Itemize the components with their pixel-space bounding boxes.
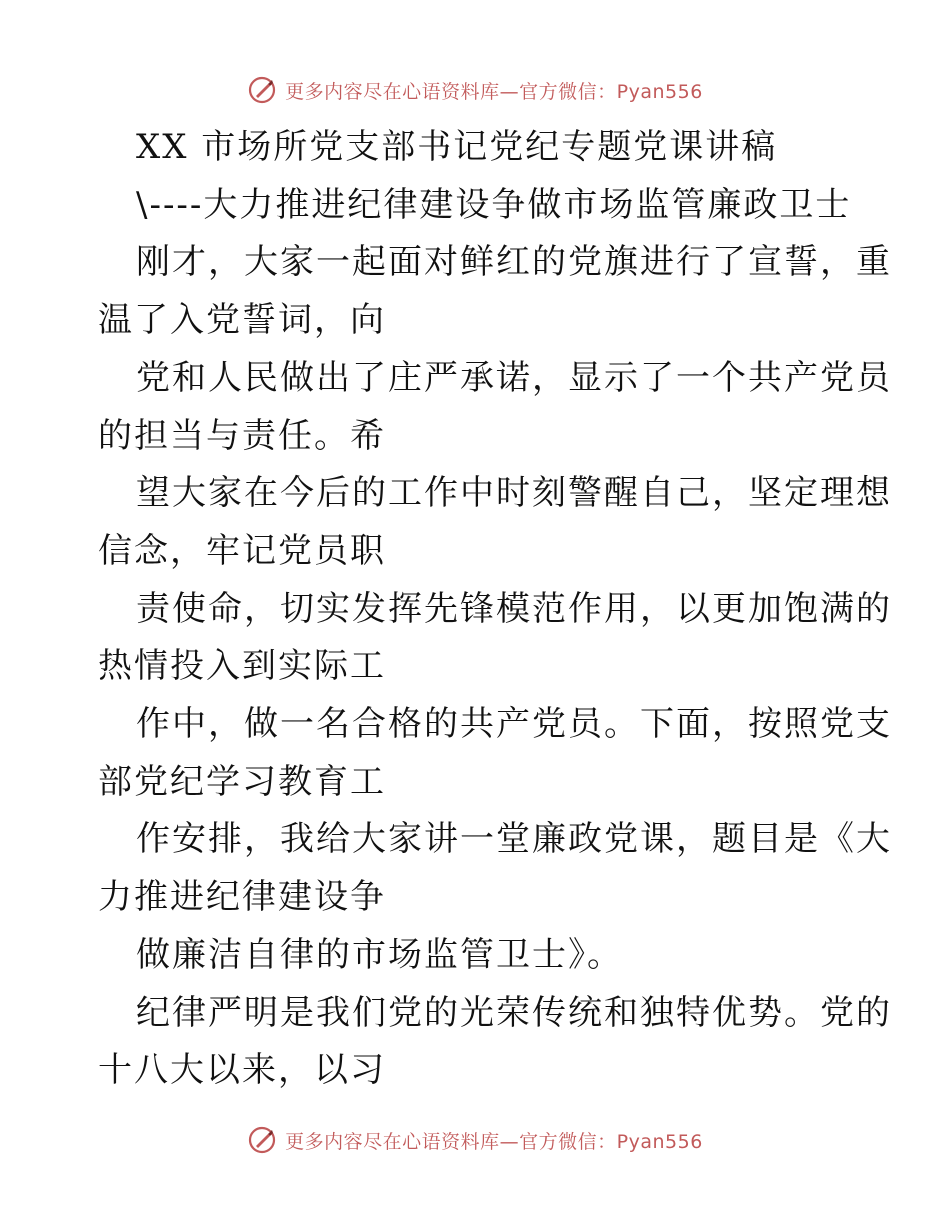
footer-watermark-banner — [0, 1120, 950, 1160]
text-line: XX 市场所党支部书记党纪专题党课讲稿 — [136, 127, 778, 167]
text-line: 责使命，切实发挥先锋模范作用，以更加饱满的 — [136, 589, 892, 629]
banner-text — [285, 1127, 703, 1154]
banner-text — [285, 77, 703, 104]
text-line: 刚才，大家一起面对鲜红的党旗进行了宣誓，重 — [136, 242, 892, 282]
banner-wechat-handle: Pyan556 — [616, 80, 703, 103]
text-line: 力推进纪律建设争 — [98, 877, 386, 917]
text-line: 温了入党誓词，向 — [98, 300, 386, 340]
header-watermark-banner — [0, 70, 950, 110]
banner-slogan: 更多内容尽在心语资料库—官方微信： — [285, 80, 617, 103]
text-line: 望大家在今后的工作中时刻警醒自己，坚定理想 — [136, 473, 892, 513]
text-line: 做廉洁自律的市场监管卫士》。 — [136, 935, 623, 975]
text-line: 作中，做一名合格的共产党员。下面，按照党支 — [136, 704, 892, 744]
quill-logo-icon — [247, 1125, 277, 1155]
text-line: 信念，牢记党员职 — [98, 531, 386, 571]
banner-wechat-handle: Pyan556 — [616, 1130, 703, 1153]
text-line: 作安排，我给大家讲一堂廉政党课，题目是《大 — [136, 819, 892, 859]
text-line: 热情投入到实际工 — [98, 646, 386, 686]
text-line: \----大力推进纪律建设争做市场监管廉政卫士 — [136, 185, 852, 225]
text-line: 纪律严明是我们党的光荣传统和独特优势。党的 — [136, 993, 892, 1033]
text-line: 部党纪学习教育工 — [98, 762, 386, 802]
banner-slogan: 更多内容尽在心语资料库—官方微信： — [285, 1130, 617, 1153]
quill-logo-icon — [247, 75, 277, 105]
text-line: 十八大以来，以习 — [98, 1050, 386, 1090]
text-line: 的担当与责任。希 — [98, 416, 386, 456]
text-line: 党和人民做出了庄严承诺，显示了一个共产党员 — [136, 358, 892, 398]
